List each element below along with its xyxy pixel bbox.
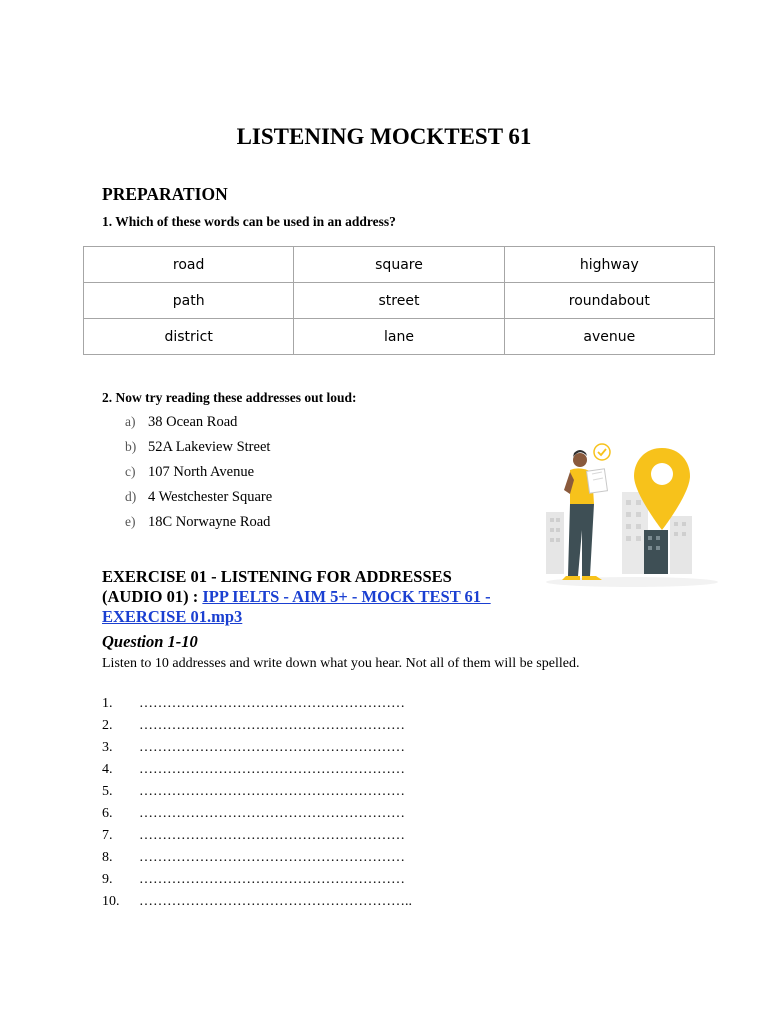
list-label: d) <box>125 489 137 504</box>
list-item <box>125 464 254 481</box>
question-1: 1. Which of these words can be used in an address? <box>102 214 396 229</box>
answer-blank[interactable]: ………………………………………………… <box>139 784 405 799</box>
list-label: e) <box>125 514 136 529</box>
audio-line <box>102 587 502 627</box>
answer-line <box>102 806 405 822</box>
answer-line <box>102 696 405 712</box>
answer-blank[interactable]: ………………………………………………… <box>139 872 405 887</box>
answer-number: 10. <box>102 894 120 909</box>
answer-line <box>102 740 405 756</box>
table-cell: district <box>84 319 294 355</box>
list-label: a) <box>125 414 136 429</box>
table-cell: lane <box>294 319 504 355</box>
table-cell: avenue <box>504 319 714 355</box>
answer-number: 8. <box>102 850 113 865</box>
list-item <box>125 414 237 431</box>
answer-blank[interactable]: ………………………………………………….. <box>139 894 412 909</box>
list-item <box>125 514 270 531</box>
table-row <box>84 283 715 319</box>
exercise-heading <box>102 567 502 627</box>
answer-blank[interactable]: ………………………………………………… <box>139 740 405 755</box>
answer-number: 6. <box>102 806 113 821</box>
answer-line <box>102 784 405 800</box>
answer-number: 1. <box>102 696 113 711</box>
address-text: 107 North Avenue <box>148 464 255 480</box>
table-cell: roundabout <box>504 283 714 319</box>
address-text: 38 Ocean Road <box>148 414 238 430</box>
table-row <box>84 319 715 355</box>
answer-line <box>102 850 405 866</box>
answer-number: 4. <box>102 762 113 777</box>
address-text: 52A Lakeview Street <box>148 439 271 455</box>
question-range: Question 1-10 <box>102 632 198 651</box>
audio-prefix: (AUDIO 01) : <box>102 587 203 606</box>
table-cell: path <box>84 283 294 319</box>
address-text: 4 Westchester Square <box>148 489 273 505</box>
list-item <box>125 489 272 506</box>
table-cell: street <box>294 283 504 319</box>
table-row <box>84 247 715 283</box>
page-title: LISTENING MOCKTEST 61 <box>236 124 532 149</box>
answer-blank[interactable]: ………………………………………………… <box>139 696 405 711</box>
answer-blank[interactable]: ………………………………………………… <box>139 828 405 843</box>
answer-line <box>102 718 405 734</box>
answer-blank[interactable]: ………………………………………………… <box>139 718 405 733</box>
answer-line <box>102 872 405 888</box>
checkmark-icon <box>594 444 610 460</box>
preparation-heading: PREPARATION <box>102 184 228 204</box>
answer-blank[interactable]: ………………………………………………… <box>139 850 405 865</box>
answer-number: 5. <box>102 784 113 799</box>
answer-line <box>102 894 412 910</box>
person-with-map-illustration <box>540 430 720 590</box>
answer-number: 7. <box>102 828 113 843</box>
list-item <box>125 439 270 456</box>
answer-blank[interactable]: ………………………………………………… <box>139 806 405 821</box>
exercise-title: EXERCISE 01 - LISTENING FOR ADDRESSES <box>102 567 452 586</box>
table-cell: square <box>294 247 504 283</box>
answer-number: 9. <box>102 872 113 887</box>
table-cell: highway <box>504 247 714 283</box>
table-cell: road <box>84 247 294 283</box>
answer-blank[interactable]: ………………………………………………… <box>139 762 405 777</box>
answer-line <box>102 762 405 778</box>
answer-number: 2. <box>102 718 113 733</box>
instruction-text: Listen to 10 addresses and write down what you hear. Not all of them will be spelled. <box>102 656 580 671</box>
answer-line <box>102 828 405 844</box>
list-label: c) <box>125 464 136 479</box>
address-words-table <box>83 246 715 355</box>
answer-number: 3. <box>102 740 113 755</box>
question-2: 2. Now try reading these addresses out loud: <box>102 390 357 405</box>
list-label: b) <box>125 439 137 454</box>
audio-link[interactable]: IPP IELTS - AIM 5+ - MOCK TEST 61 - EXERCISE 01.mp3 <box>102 587 491 626</box>
address-text: 18C Norwayne Road <box>148 514 271 530</box>
